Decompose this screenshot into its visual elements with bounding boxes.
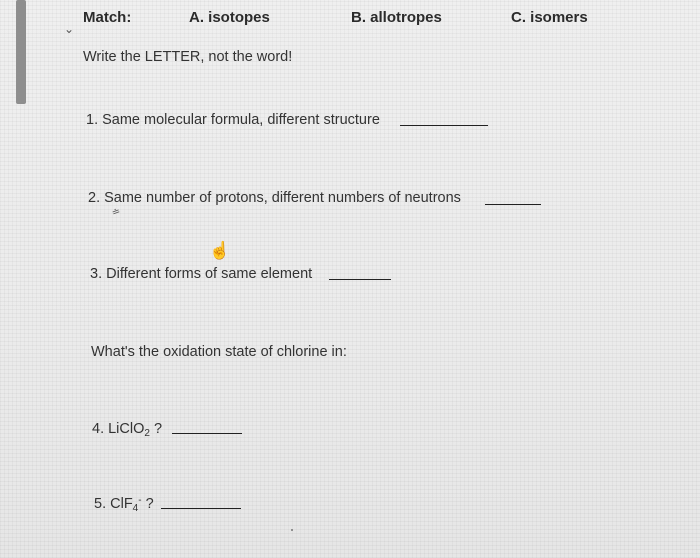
oxidation-prompt: What's the oxidation state of chlorine in: xyxy=(91,344,347,360)
question-1-answer-blank[interactable] xyxy=(400,125,488,126)
match-label: Match: xyxy=(83,9,132,26)
stray-dot xyxy=(291,529,293,531)
question-4-mark: ? xyxy=(149,421,163,437)
question-1-text: 1. Same molecular formula, different structure xyxy=(86,112,380,128)
question-4-subscript: 2 xyxy=(144,428,150,439)
option-b-allotropes: B. allotropes xyxy=(351,9,442,26)
question-4-formula: 4. LiClO xyxy=(92,421,145,437)
question-5-mark: ? xyxy=(141,496,154,512)
question-5-answer-blank[interactable] xyxy=(161,508,241,509)
instruction-text: Write the LETTER, not the word! xyxy=(83,49,293,65)
question-2-text: 2. Same number of protons, different numbers of neutrons xyxy=(88,190,461,206)
question-5-charge: - xyxy=(138,495,142,506)
scrollbar-thumb[interactable] xyxy=(16,0,26,104)
mark-speck: ≐ xyxy=(110,205,123,220)
question-4-text xyxy=(92,421,162,439)
hand-pointer-icon: ☝ xyxy=(209,241,231,260)
question-5-subscript: 4 xyxy=(132,503,139,514)
question-3-text: 3. Different forms of same element xyxy=(90,266,313,282)
option-a-isotopes: A. isotopes xyxy=(189,9,270,26)
question-4-answer-blank[interactable] xyxy=(172,433,242,434)
option-c-isomers: C. isomers xyxy=(511,9,588,26)
question-3-answer-blank[interactable] xyxy=(329,279,391,280)
question-5-text xyxy=(94,495,154,514)
caret-icon: ⌄ xyxy=(64,22,75,36)
question-2-answer-blank[interactable] xyxy=(485,204,541,205)
question-5-formula: 5. ClF xyxy=(94,496,133,512)
